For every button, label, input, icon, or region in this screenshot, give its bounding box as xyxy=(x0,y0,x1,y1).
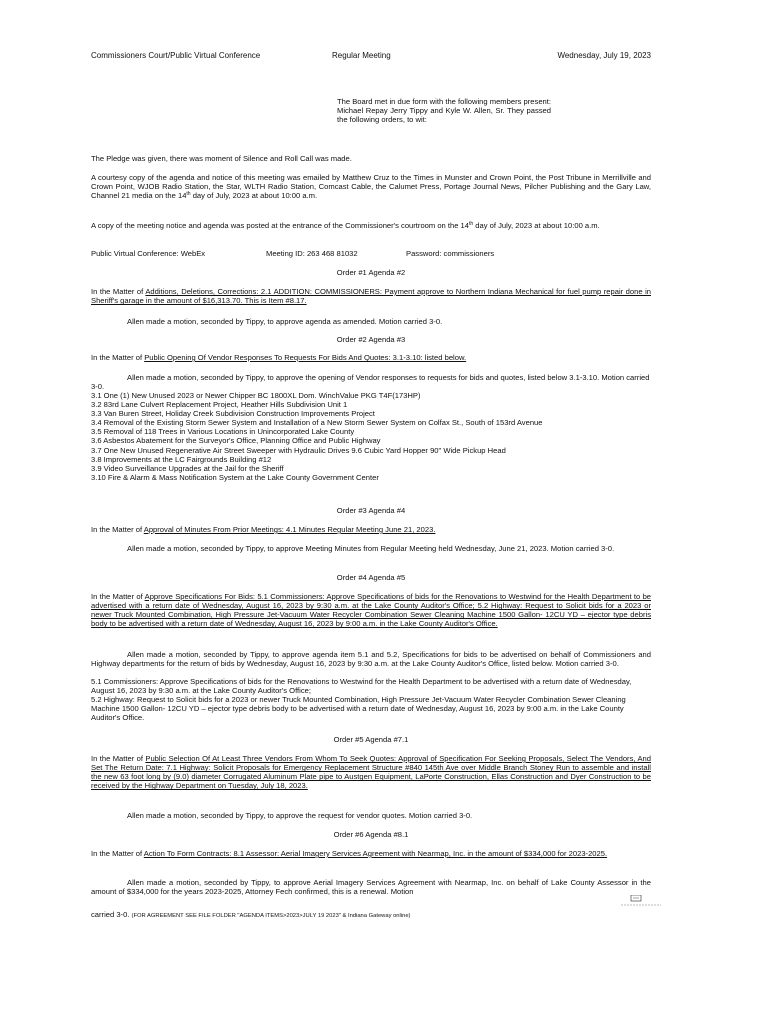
courtesy-text: A courtesy copy of the agenda and notice of this meeting was emailed by Matthew Cruz to the Times in Munster and Crown Point, the Post Tribune in Merrillville and Crown Point, WJOB Radio Station, the Star, WLTH Radio Station, Comcast Cable, the Calumet Press, Portage Journal News, Pilcher Publishing and the Gary Law, Channel 21 media on the 14 xyxy=(91,173,651,201)
order-3-heading: Order #3 Agenda #4 xyxy=(336,506,406,515)
order-6-heading: Order #6 Agenda #8.1 xyxy=(333,830,409,839)
header-date: Wednesday, July 19, 2023 xyxy=(557,51,651,60)
order-6-matter-text: Action To Form Contracts: 8.1 Assessor: Aerial Imagery Services Agreement with Nearmap, Inc. in the amount of $334,000 for 2023-2025. xyxy=(143,849,608,858)
order-6-prefix: In the Matter of xyxy=(91,849,144,858)
order-6-carried-text: carried 3-0. xyxy=(91,910,130,919)
order-1-motion: Allen made a motion, seconded by Tippy, to approve agenda as amended. Motion carried 3-0. xyxy=(127,317,443,326)
order-6-carried xyxy=(91,910,651,921)
courtesy-sup: th xyxy=(186,191,191,198)
order-6-matter xyxy=(91,849,651,858)
order-5-heading: Order #5 Agenda #7.1 xyxy=(333,735,409,744)
signature-stamp-icon xyxy=(621,895,663,909)
order-5-matter-text: Public Selection Of At Least Three Vendors From Whom To Seek Quotes: Approval of Specification For Seeking Proposals, Select The Vendors, And Set The Return Date: 7.1 Highway: Solicit Proposals for Emergency Replacement Structure #840 145th Ave over Middle Branch Stoney Run to assemble and install the new 63 foot long by (9.0) diameter Corrugated Aluminum Plate pipe to Austgen Equipment, LaPorte Construction, Ellas Construction and Dyer Construction to be received by the Highway Department on Tuesday, July 18, 2023. xyxy=(91,754,651,791)
list-item: 3.8 Improvements at the LC Fairgrounds Building #12 xyxy=(91,454,272,464)
page-header xyxy=(91,51,651,61)
list-item: 5.2 Highway: Request to Solicit bids for a 2023 or newer Truck Mounted Combination, High Pressure Jet-Vacuum Water Recycler Combination Sewer Cleaning Machine 1500 Gallon- 12CU YD – ejector type debris body to be advertised with a return date of Wednesday, August 16, 2023 by 9:00 a.m. in the Lake County Auditor's Office. xyxy=(91,695,626,723)
order-1-matter-text: Additions, Deletions, Corrections: 2.1 ADDITION: COMMISSIONERS: Payment approve to Northern Indiana Mechanical for fuel pump repair done in Sheriff's garage in the amount of $16,313.70. This is Item #8.17. xyxy=(91,287,651,306)
virtual-password: Password: commissioners xyxy=(406,249,495,258)
order-6-motion: Allen made a motion, seconded by Tippy, to approve Aerial Imagery Services Agreement with Nearmap, Inc. on behalf of Lake County Assessor in the amount of $334,000 for the years 2023-2025, Attorney Fech confirmed, this is a renewal. Motion xyxy=(91,878,651,897)
order-1-matter xyxy=(91,287,651,305)
list-item: 3.10 Fire & Alarm & Mass Notification System at the Lake County Government Center xyxy=(91,472,379,482)
order-3-prefix: In the Matter of xyxy=(91,525,144,534)
order-2-items xyxy=(91,391,651,482)
posted-text: A copy of the meeting notice and agenda was posted at the entrance of the Commissioner's courtroom on the 14 xyxy=(91,221,469,230)
order-4-heading: Order #4 Agenda #5 xyxy=(336,573,406,582)
order-1-heading: Order #1 Agenda #2 xyxy=(336,268,406,277)
list-item: 3.9 Video Surveillance Upgrades at the Jail for the Sheriff xyxy=(91,463,284,473)
order-4-items xyxy=(91,677,651,722)
posted-notice xyxy=(91,221,651,230)
courtesy-notice xyxy=(91,173,651,200)
order-4-matter xyxy=(91,592,651,628)
virtual-platform: Public Virtual Conference: WebEx xyxy=(91,249,206,258)
virtual-conference xyxy=(91,249,651,259)
pledge-text: The Pledge was given, there was moment of Silence and Roll Call was made. xyxy=(91,154,352,163)
virtual-meeting-id: Meeting ID: 263 468 81032 xyxy=(266,249,358,258)
header-meeting-type: Regular Meeting xyxy=(332,51,391,60)
order-1-prefix: In the Matter of xyxy=(91,287,146,296)
list-item: 3.3 Van Buren Street, Holiday Creek Subdivision Construction Improvements Project xyxy=(91,409,375,419)
order-3-matter xyxy=(91,525,651,534)
order-4-prefix: In the Matter of xyxy=(91,592,145,601)
order-2-motion: Allen made a motion, seconded by Tippy, to approve the opening of Vendor responses to requests for bids and quotes, listed below 3.1-3.10. Motion carried 3-0. xyxy=(91,373,650,392)
list-item: 3.7 One New Unused Regenerative Air Street Sweeper with Hydraulic Drives 9.6 Cubic Yard Hopper 90" Wide Pickup Head xyxy=(91,445,506,455)
header-court: Commissioners Court/Public Virtual Conference xyxy=(91,51,261,60)
order-2-prefix: In the Matter of xyxy=(91,353,145,362)
order-2-heading: Order #2 Agenda #3 xyxy=(336,335,406,344)
posted-text-end: day of July, 2023 at about 10:00 a.m. xyxy=(473,221,600,230)
order-5-matter xyxy=(91,754,651,790)
order-5-prefix: In the Matter of xyxy=(91,754,146,763)
order-3-motion: Allen made a motion, seconded by Tippy, to approve Meeting Minutes from Regular Meeting held Wednesday, June 21, 2023. Motion carried 3-0. xyxy=(127,544,615,553)
list-item: 3.6 Asbestos Abatement for the Surveyor's Office, Planning Office and Public Highway xyxy=(91,436,381,446)
posted-sup: th xyxy=(469,221,474,227)
order-2-matter-text: Public Opening Of Vendor Responses To Requests For Bids And Quotes: 3.1-3.10: listed below. xyxy=(144,353,467,362)
board-statement: The Board met in due form with the following members present: Michael Repay Jerry Tippy and Kyle W. Allen, Sr. They passed the following orders, to wit: xyxy=(337,97,551,125)
order-4-motion: Allen made a motion, seconded by Tippy, to approve agenda item 5.1 and 5.2, Specifications for bids to be advertised on behalf of Commissioners and Highway departments for the return of bids by Wednesday, August 16, 2023 by 9:30 a.m. at the Lake County Auditor's Office, listed below. Motion carried 3-0. xyxy=(91,650,651,669)
list-item: 3.4 Removal of the Existing Storm Sewer System and Installation of a New Storm Sewer System on Colfax St., South of 153rd Avenue xyxy=(91,418,543,428)
order-2-matter xyxy=(91,353,651,362)
order-4-matter-text: Approve Specifications For Bids: 5.1 Commissioners: Approve Specifications of bids for the Renovations to Westwind for the Health Department to be advertised with a return date of Wednesday, August 16, 2023 by 9:30 a.m. at the Lake County Auditor's Office; 5.2 Highway: Request to Solicit bids for a 2023 or newer Truck Mounted Combination, High Pressure Jet-Vacuum Water Recycler Combination Sewer Cleaning Machine 1500 Gallon- 12CU YD – ejector type debris body to be advertised with a return date of Wednesday, August 16, 2023 by 9:00 a.m. in the Lake County Auditor's Office. xyxy=(91,592,652,629)
courtesy-text-end: day of July, 2023 at about 10:00 a.m. xyxy=(190,191,318,201)
order-3-matter-text: Approval of Minutes From Prior Meetings: 4.1 Minutes Regular Meeting June 21, 2023. xyxy=(143,525,436,534)
list-item: 5.1 Commissioners: Approve Specifications of bids for the Renovations to Westwind for the Health Department to be advertised with a return date of Wednesday, August 16, 2023 by 9:30 a.m. at the Lake County Auditor's Office; xyxy=(91,677,632,696)
order-5-motion: Allen made a motion, seconded by Tippy, to approve the request for vendor quotes. Motion carried 3-0. xyxy=(127,811,473,820)
list-item: 3.2 83rd Lane Culvert Replacement Project, Heather Hills Subdivision Unit 1 xyxy=(91,400,348,410)
list-item: 3.1 One (1) New Unused 2023 or Newer Chipper BC 1800XL Dom. WinchValue PKG T4F(173HP) xyxy=(91,391,421,400)
list-item: 3.5 Removal of 118 Trees in Various Locations in Unincorporated Lake County xyxy=(91,427,355,437)
order-6-file-note: (FOR AGREEMENT SEE FILE FOLDER "AGENDA ITEMS>2023>JULY 19 2023" & Indiana Gateway online) xyxy=(131,913,411,919)
